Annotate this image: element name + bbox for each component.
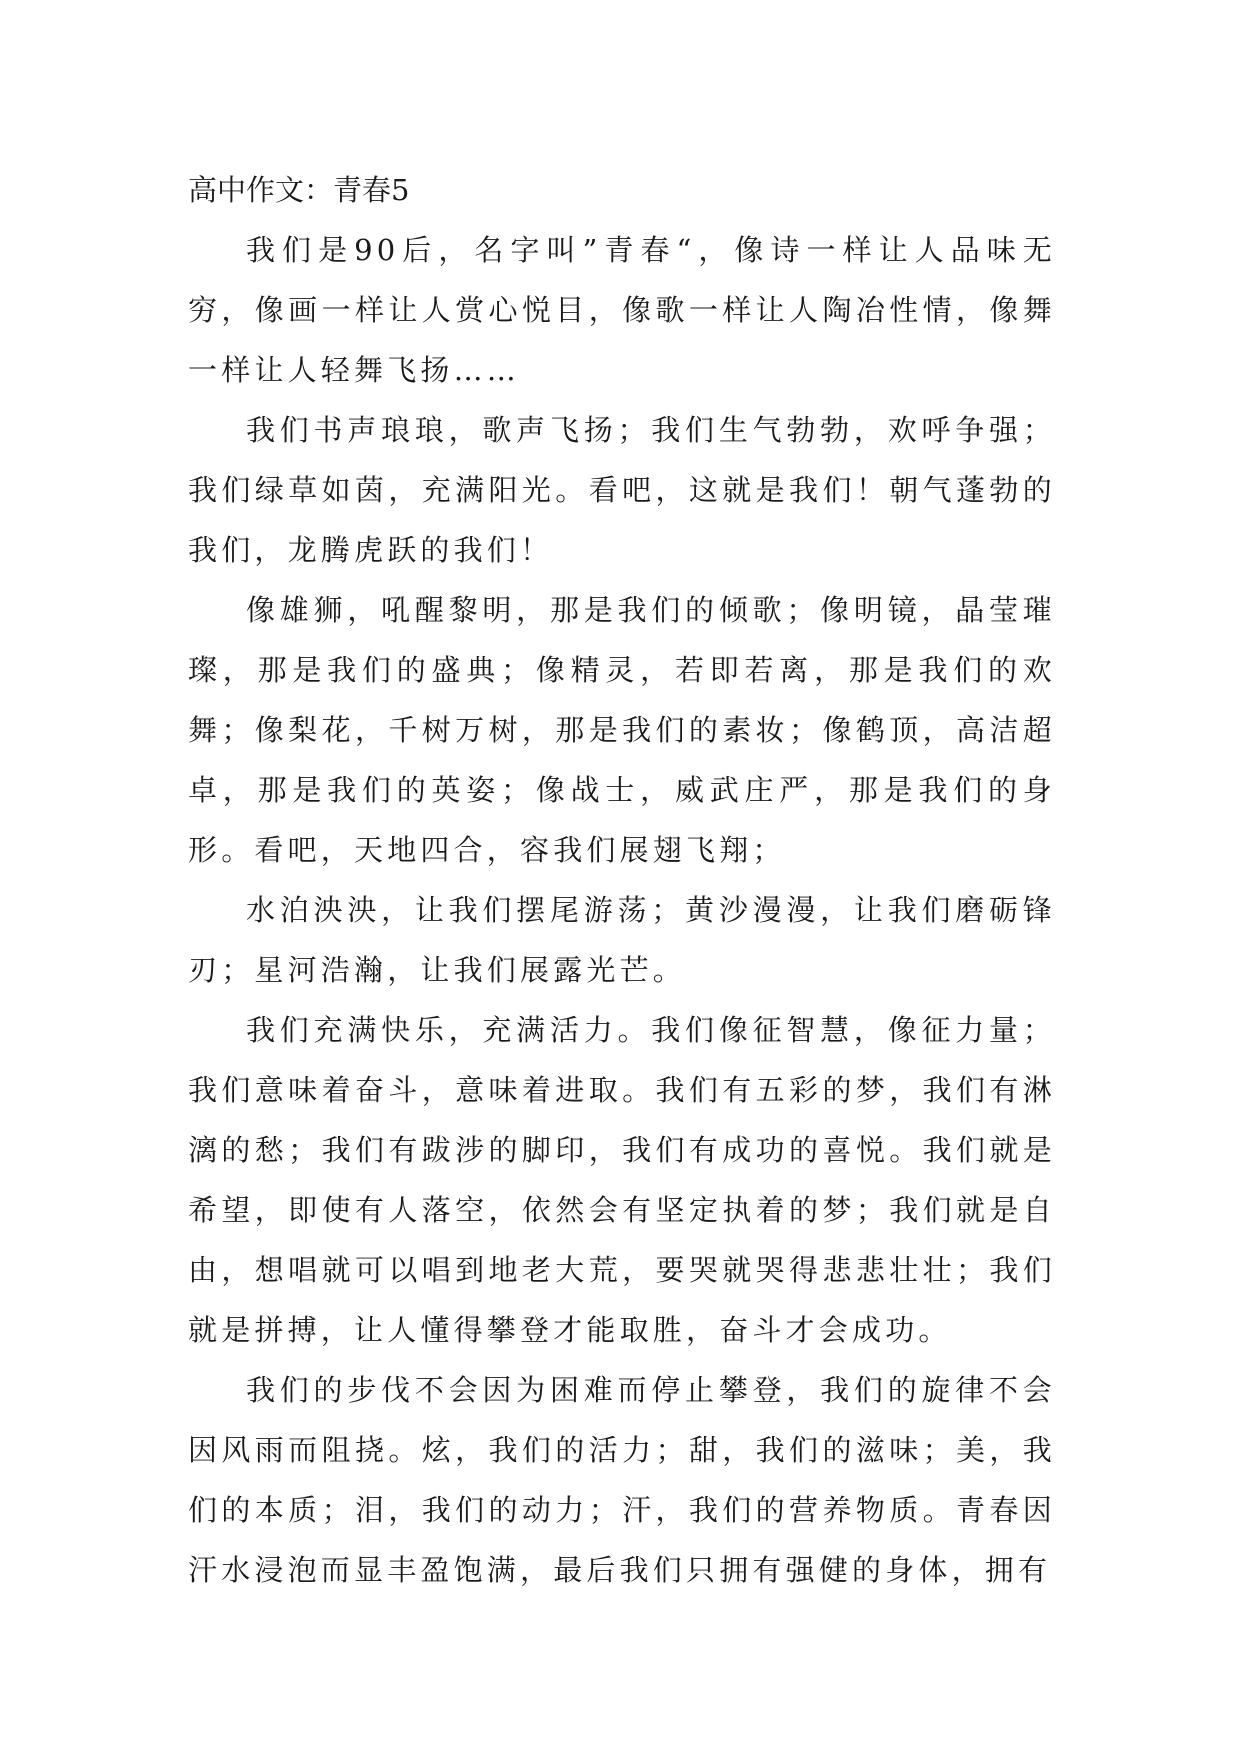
paragraph-6: 我们的步伐不会因为困难而停止攀登，我们的旋律不会因风雨而阻挠。炫，我们的活力；甜，我们的滋味；美，我们的本质；泪，我们的动力；汗，我们的营养物质。青春因汗水浸泡而显丰盈饱满，最后我们只拥有强健的身体，拥有 [188,1373,1056,1587]
document-body [188,160,1056,1600]
document-title: 高中作文：青春5 [188,173,410,207]
paragraph-5: 我们充满快乐，充满活力。我们像征智慧，像征力量；我们意味着奋斗，意味着进取。我们有五彩的梦，我们有淋漓的愁；我们有跋涉的脚印，我们有成功的喜悦。我们就是希望，即使有人落空，依然会有坚定执着的梦；我们就是自由，想唱就可以唱到地老大荒，要哭就哭得悲悲壮壮；我们就是拼搏，让人懂得攀登才能取胜，奋斗才会成功。 [188,1013,1056,1347]
paragraph-1: 我们是90后，名字叫”青春“，像诗一样让人品味无穷，像画一样让人赏心悦目，像歌一样让人陶冶性情，像舞一样让人轻舞飞扬…… [188,233,1056,387]
paragraph-3: 像雄狮，吼醒黎明，那是我们的倾歌；像明镜，晶莹璀璨，那是我们的盛典；像精灵，若即若离，那是我们的欢舞；像梨花，千树万树，那是我们的素妆；像鹤顶，高洁超卓，那是我们的英姿；像战士，威武庄严，那是我们的身形。看吧，天地四合，容我们展翅飞翔； [188,593,1056,867]
paragraph-4: 水泊泱泱，让我们摆尾游荡；黄沙漫漫，让我们磨砺锋刃；星河浩瀚，让我们展露光芒。 [188,893,1056,987]
paragraph-2: 我们书声琅琅，歌声飞扬；我们生气勃勃，欢呼争强；我们绿草如茵，充满阳光。看吧，这就是我们！朝气蓬勃的我们，龙腾虎跃的我们！ [188,413,1056,567]
